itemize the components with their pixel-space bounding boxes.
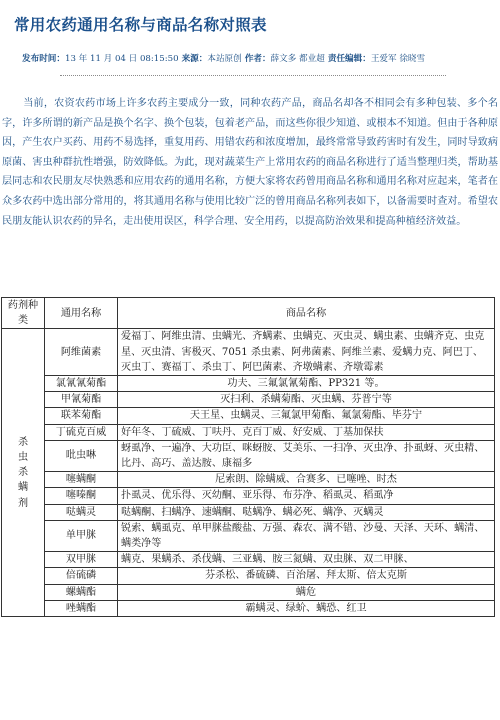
dotted-divider: [60, 75, 446, 76]
common-name-cell: 螺螨酯: [45, 584, 118, 600]
trade-name-cell: 功夫、三氟氯氰菊酯、PP321 等。: [118, 376, 495, 392]
common-name-cell: 哒螨灵: [45, 504, 118, 520]
editor-label: 责任编辑：: [327, 54, 371, 64]
trade-name-cell: 灭扫利、杀螨菊酯、灭虫螨、芬普宁等: [118, 392, 495, 408]
table-row: [2, 568, 495, 584]
table-row: [2, 584, 495, 600]
common-name-cell: 氯氰氰菊酯: [45, 376, 118, 392]
common-name-cell: 噻螨酮: [45, 472, 118, 488]
publish-time-label: 发布时间：: [22, 54, 65, 64]
table-row: [2, 392, 495, 408]
table-row: [2, 504, 495, 520]
header-trade-name: 商品名称: [118, 298, 495, 329]
table-row: [2, 376, 495, 392]
category-char: 螨: [17, 482, 29, 494]
editor-value: 王爱军 徐晓雪: [370, 54, 426, 64]
table-row: [2, 440, 495, 471]
trade-name-cell: 蚜虱净、一遍净、大功臣、咪蚜胺、艾美乐、一扫净、灭虫净、扑虱蚜、灭虫精、比丹、高巧、盖达胺、康福多: [118, 440, 495, 471]
category-char: 杀: [17, 436, 29, 448]
trade-name-cell: 扑虱灵、优乐得、灭幼酮、亚乐得、布芬净、稻虱灵、稻虱净: [118, 488, 495, 504]
trade-name-cell: 爱福丁、阿维虫清、虫螨光、齐螨素、虫螨克、灭虫灵、螨虫素、虫螨齐克、虫克星、灭虫清、害极灭、7051 杀虫素、阿弗菌素、阿维兰素、爱螨力克、阿巴丁、灭虫丁、赛福丁、杀虫丁、阿巴菌素、齐墩螨素、齐墩霉素: [118, 329, 495, 376]
trade-name-cell: 芬杀松、番硫磷、百治屠、拜太斯、倍太克斯: [118, 568, 495, 584]
common-name-cell: 双甲脒: [45, 552, 118, 568]
trade-name-cell: 螨危: [118, 584, 495, 600]
common-name-cell: 唑螨酯: [45, 600, 118, 616]
table-row: [2, 472, 495, 488]
author-label: 作者：: [244, 54, 271, 64]
article-title: 常用农药通用名称与商品名称对照表: [14, 16, 267, 34]
common-name-cell: 吡虫啉: [45, 440, 118, 471]
common-name-cell: 甲氰菊酯: [45, 392, 118, 408]
table-row: [2, 329, 495, 376]
table-row: [2, 424, 495, 440]
trade-name-cell: 霸螨灵、绿蚧、螨恐、红卫: [118, 600, 495, 616]
table-row: [2, 552, 495, 568]
article-paragraph: 当前，农资农药市场上许多农药主要成分一致，同种农药产品，商品名却各不相同会有多种包装、多个名字，许多所谓的新产品是换个名字、换个包装，包着老产品，而这些你很少知道、或根本不知道。但由于各种原因，产生农户买药、用药不易选择，重复用药、用错农药和浓度增加，最终常常导致药害时有发生，同时导致病原菌、害虫种群抗性增强，防效降低。为此，现对蔬菜生产上常用农药的商品名称进行了适当整理归类，帮助基层同志和农民朋友尽快熟悉和应用农药的通用名称，方便大家将农药曾用商品名称和通用名称对应起来，笔者在众多农药中选出部分常用的，将其通用名称与使用比较广泛的曾用商品名称列表如下，以备需要时查对。希望农民朋友能认识农药的异名，走出使用误区，科学合理、安全用药，以提高防治效果和提高种植经济效益。: [2, 98, 498, 227]
trade-name-cell: 尼索朗、除螨威、合赛多、已噻唑、时杰: [118, 472, 495, 488]
trade-name-cell: 哒螨酮、扫螨净、速螨酮、哒螨净、螨必死、螨净、灭螨灵: [118, 504, 495, 520]
header-common-name: 通用名称: [45, 298, 118, 329]
common-name-cell: 噻嗪酮: [45, 488, 118, 504]
trade-name-cell: 好年冬、丁硫威、丁呋丹、克百丁威、好安威、丁基加保扶: [118, 424, 495, 440]
source-value: 本站原创: [207, 54, 242, 64]
table-row: [2, 408, 495, 424]
trade-name-cell: 螨克、果螨杀、杀伐螨、三亚螨、胺三氮螨、双虫脒、双二甲脒、: [118, 552, 495, 568]
category-char: 杀: [17, 467, 29, 479]
author-value: 薛文多 都业超: [270, 54, 325, 64]
common-name-cell: 单甲脒: [45, 520, 118, 551]
pesticide-table: [1, 297, 495, 617]
category-char: 虫: [17, 451, 29, 463]
category-char: 剂: [17, 497, 29, 509]
publish-time-value: 13 年 11 月 04 日 08:15:50: [64, 54, 179, 64]
trade-name-cell: 天王星、虫螨灵、三氟氯甲菊酯、氟氯菊酯、毕芬宁: [118, 408, 495, 424]
common-name-cell: 倍硫磷: [45, 568, 118, 584]
header-category: 药剂种类: [2, 298, 45, 329]
table-header-row: [2, 298, 495, 329]
trade-name-cell: 锐索、螨虱克、单甲脒盐酸盐、万强、森农、满不错、沙曼、天泽、天环、螨清、螨类净等: [118, 520, 495, 551]
category-cell: [2, 329, 45, 617]
table-row: [2, 600, 495, 616]
common-name-cell: 丁硫克百威: [45, 424, 118, 440]
table-row: [2, 488, 495, 504]
source-label: 来源：: [181, 54, 208, 64]
table-row: [2, 520, 495, 551]
common-name-cell: 阿维菌素: [45, 329, 118, 376]
common-name-cell: 联苯菊酯: [45, 408, 118, 424]
article-meta: [22, 52, 492, 64]
